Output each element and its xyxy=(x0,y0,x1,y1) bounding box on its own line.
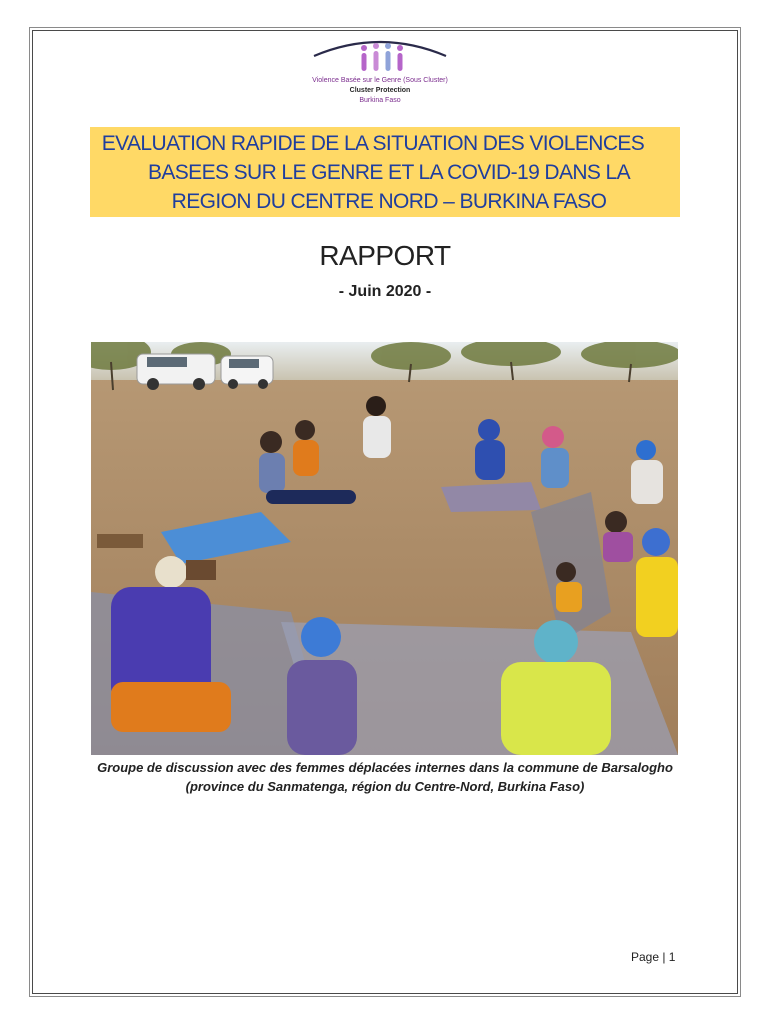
focus-group-photo xyxy=(91,342,678,755)
title-line-2: BASEES SUR LE GENRE ET LA COVID-19 DANS LA xyxy=(147,161,631,184)
photo-caption-line-1: Groupe de discussion avec des femmes déplacées internes dans la commune de Barsalogho xyxy=(97,760,673,775)
page-number: Page | 1 xyxy=(631,950,676,964)
people-logo-icon xyxy=(308,36,452,76)
logo-country-text: Burkina Faso xyxy=(359,97,401,104)
report-heading: RAPPORT xyxy=(319,240,451,271)
logo-cluster-text: Cluster Protection xyxy=(349,87,411,94)
logo-subcluster-text: Violence Basée sur le Genre (Sous Cluster) xyxy=(312,77,448,84)
report-title-box xyxy=(90,127,680,217)
report-date: - Juin 2020 - xyxy=(338,283,432,300)
title-line-1: EVALUATION RAPIDE DE LA SITUATION DES VIOLENCES xyxy=(101,132,645,155)
photo-caption-line-2: (province du Sanmatenga, région du Centre-Nord, Burkina Faso) xyxy=(185,779,585,794)
cluster-logo xyxy=(280,36,480,108)
title-line-3: REGION DU CENTRE NORD – BURKINA FASO xyxy=(171,190,607,213)
